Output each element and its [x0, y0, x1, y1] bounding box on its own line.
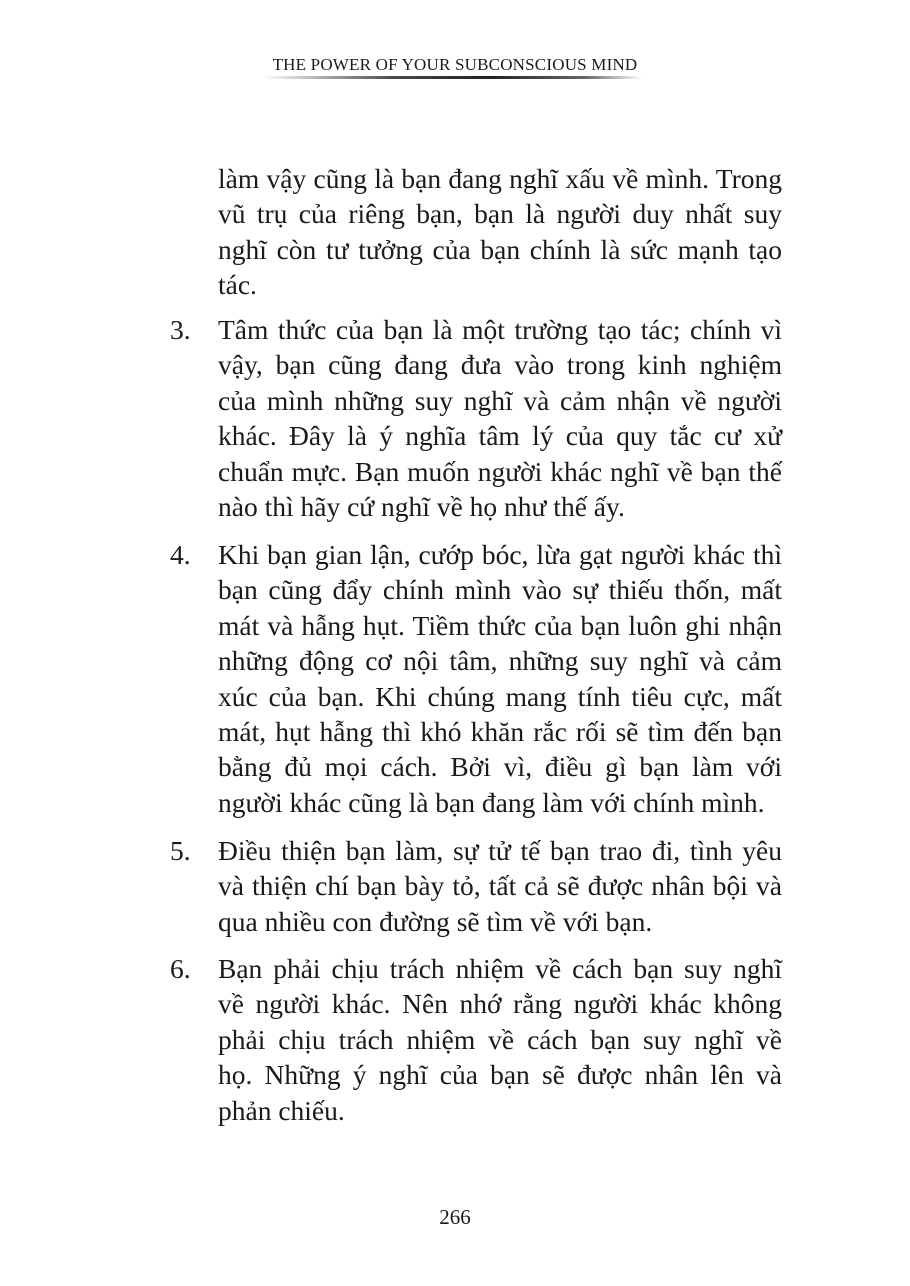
text-line: xúc của bạn. Khi chúng mang tính tiêu cực, mất: [218, 680, 782, 712]
text-line: bằng đủ mọi cách. Bởi vì, điều gì bạn làm với: [218, 751, 782, 783]
text-line: Khi bạn gian lận, cướp bóc, lừa gạt người khác thì: [218, 539, 782, 570]
text-line: khác. Đây là ý nghĩa tâm lý của quy tắc cư xử: [218, 420, 782, 452]
text-line: chuẩn mực. Bạn muốn người khác nghĩ về bạn thế: [218, 455, 782, 487]
list-number: 5.: [170, 835, 191, 866]
text-line: Tâm thức của bạn là một trường tạo tác; chính vì: [218, 314, 782, 345]
list-number: 6.: [170, 953, 191, 984]
text-line: mát, hụt hẫng thì khó khăn rắc rối sẽ tìm đến bạn: [218, 716, 782, 748]
running-title: THE POWER OF YOUR SUBCONSCIOUS MIND: [272, 55, 638, 74]
list-item: [218, 833, 782, 939]
text-line: nào thì hãy cứ nghĩ về họ như thế ấy.: [218, 491, 625, 523]
list-number: 4.: [170, 539, 191, 570]
text-line: vậy, bạn cũng đang đưa vào trong kinh nghiệm: [218, 349, 782, 381]
text-line: làm vậy cũng là bạn đang nghĩ xấu về mình. Trong: [218, 163, 782, 194]
text-line: Bạn phải chịu trách nhiệm về cách bạn suy nghĩ: [218, 953, 782, 984]
text-line: nghĩ còn tư tưởng của bạn chính là sức mạnh tạo: [218, 233, 782, 265]
text-line: những động cơ nội tâm, những suy nghĩ và cảm: [218, 645, 782, 677]
list-number: 3.: [170, 314, 191, 345]
text-line: phải chịu trách nhiệm về cách bạn suy nghĩ về: [218, 1023, 782, 1055]
text-line: bạn cũng đẩy chính mình vào sự thiếu thốn, mất: [218, 574, 782, 606]
text-line: và thiện chí bạn bày tỏ, tất cả sẽ được nhân bội và: [218, 870, 782, 902]
text-line: họ. Những ý nghĩ của bạn sẽ được nhân lên và: [218, 1059, 782, 1091]
continuation-paragraph: [218, 161, 782, 303]
page-number: 266: [439, 1205, 471, 1229]
list-item: [218, 537, 782, 820]
text-line: qua nhiều con đường sẽ tìm về với bạn.: [218, 905, 653, 937]
text-line: người khác cũng là bạn đang làm với chính mình.: [218, 786, 765, 818]
text-line: tác.: [218, 269, 257, 301]
list-item: [218, 951, 782, 1128]
text-line: Điều thiện bạn làm, sự tử tế bạn trao đi, tình yêu: [218, 835, 782, 866]
text-line: mát và hẫng hụt. Tiềm thức của bạn luôn ghi nhận: [218, 609, 782, 641]
header-rule: [262, 76, 642, 79]
list-item: [218, 312, 782, 524]
text-line: vũ trụ của riêng bạn, bạn là người duy nhất suy: [218, 198, 782, 230]
running-header: [0, 55, 910, 78]
text-line: về người khác. Nên nhớ rằng người khác không: [218, 988, 782, 1020]
text-line: phản chiếu.: [218, 1094, 345, 1126]
text-line: của mình những suy nghĩ và cảm nhận về người: [218, 384, 782, 416]
